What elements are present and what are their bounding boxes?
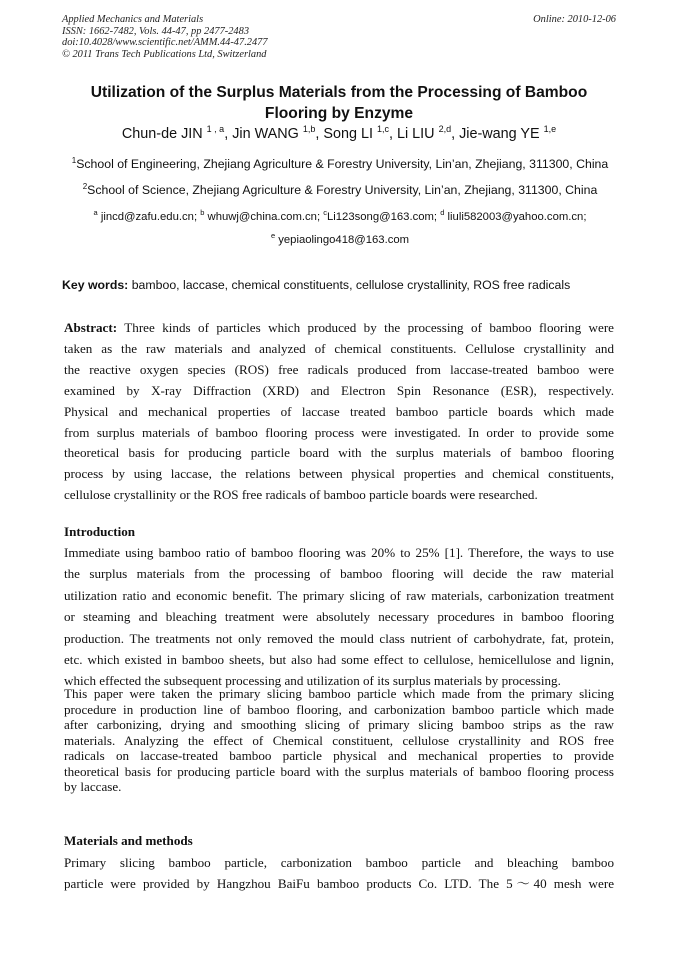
abstract-line: Abstract: Three kinds of particles which produced by the processing of bamboo flooring were — [64, 320, 614, 335]
intro-line: or steaming and bleaching treatment were absolutely necessary procedures in bamboo flooring — [64, 609, 614, 625]
intro-line: theoretical basis for producing particle board with the surplus materials of bamboo flooring process — [64, 763, 614, 779]
author-name: Jin WANG — [232, 126, 299, 142]
copyright-line: © 2011 Trans Tech Publications Ltd, Switzerland — [62, 48, 267, 60]
abstract-line: Physical and mechanical properties of laccase treated bamboo particle boards which made — [64, 403, 614, 419]
email-line-2 — [62, 233, 618, 247]
intro-line: the surplus materials from the processing of bamboo flooring will decide the raw material — [64, 566, 614, 582]
email-link[interactable]: liuli582003@yahoo.com.cn; — [447, 211, 587, 223]
abstract-line: the reactive oxygen species (ROS) free radicals produced from laccase-treated bamboo were — [64, 361, 614, 377]
intro-line: by laccase. — [64, 779, 122, 794]
introduction-paragraph-2 — [64, 686, 614, 795]
email-sup: b — [200, 208, 205, 217]
keywords — [62, 278, 618, 293]
materials-line: Primary slicing bamboo particle, carbonization bamboo particle and bleaching bamboo — [64, 855, 614, 870]
affiliation-sup: 1 — [71, 156, 77, 165]
intro-line: utilization ratio and economic benefit. The primary slicing of raw materials, carbonization treatment — [64, 587, 614, 603]
intro-line: etc. which existed in bamboo sheets, but also had some effect to cellulose, hemicellulose and lignin, — [64, 652, 614, 668]
title-line-1: Utilization of the Surplus Materials from the Processing of Bamboo — [90, 84, 588, 101]
email-link[interactable]: Li123song@163.com; — [326, 211, 438, 223]
intro-line: after carbonizing, drying and smoothing slicing of primary slicing bamboo strips as the raw — [64, 717, 614, 732]
online-date: Online: 2010-12-06 — [533, 14, 616, 25]
email-link[interactable]: whuwj@china.com.cn; — [207, 211, 321, 223]
abstract-line: process by using laccase, the relations between physical properties and chemical constituents, — [64, 466, 614, 482]
author-sup: 1,b — [302, 124, 316, 134]
journal-name: Applied Mechanics and Materials — [62, 14, 204, 25]
author-sup: 1,e — [543, 124, 557, 134]
intro-line: production. The treatments not only removed the mould class nutrient of carbohydrate, fat, protein, — [64, 630, 614, 646]
author-sup: 2,d — [438, 124, 452, 134]
affiliation-text: School of Engineering, Zhejiang Agriculture & Forestry University, Lin’an, Zhejiang, 311300, China — [76, 157, 609, 171]
affiliation-sup: 2 — [82, 182, 88, 191]
title-line-2: Flooring by Enzyme — [264, 105, 414, 122]
affiliation-text: School of Science, Zhejiang Agriculture & Forestry University, Lin’an, Zhejiang, 311300, China — [87, 183, 598, 197]
abstract-line: examined by X-ray Diffraction (XRD) and Electron Spin Resonance (ESR), respectively. — [64, 382, 614, 398]
author-sup: 1 , a — [206, 124, 225, 134]
intro-line: which effected the subsequent processing and utilization of its surplus materials by processing. — [64, 673, 561, 689]
abstract — [64, 318, 614, 506]
abstract-line: cellulose crystallinity or the ROS free radicals of bamboo particle boards were researched. — [64, 487, 538, 503]
intro-line: This paper were taken the primary slicing bamboo particle which made from the primary slicing — [64, 686, 614, 701]
email-link[interactable]: jincd@zafu.edu.cn; — [100, 211, 198, 223]
journal-header — [62, 14, 618, 60]
abstract-line: from surplus materials of bamboo flooring process were investigated. In order to provide some — [64, 424, 614, 440]
doi-line: doi:10.4028/www.scientific.net/AMM.44-47.2477 — [62, 37, 268, 49]
email-sup: c — [323, 208, 327, 217]
intro-line: Immediate using bamboo ratio of bamboo flooring was 20% to 25% [1]. Therefore, the ways to use — [64, 545, 614, 560]
section-heading-materials: Materials and methods — [64, 833, 193, 848]
abstract-line: theoretical basis for producing particle board with the surplus materials of bamboo flooring — [64, 445, 614, 461]
materials-paragraph — [64, 852, 614, 894]
abstract-line: taken as the raw materials and analyzed of chemical constituents. Cellulose crystallinity and — [64, 340, 614, 356]
author-list: Chun-de JIN $^{1 , a}$, Jin WANG $^{1,b}$, Song LI $^{1,c}$, Li LIU $^{2,d}$, Jie-wang YE $^{1,e}$ — [121, 124, 557, 142]
issn-line: ISSN: 1662-7482, Vols. 44-47, pp 2477-2483 — [62, 25, 250, 37]
email-line-1 — [62, 210, 618, 224]
section-heading-introduction: Introduction — [64, 524, 136, 539]
abstract-label: Abstract: — [64, 320, 118, 335]
affiliation-1 — [62, 157, 618, 172]
introduction-paragraph-1 — [64, 542, 614, 692]
author-name: Chun-de JIN — [121, 126, 203, 142]
author-name: Li LIU — [396, 126, 435, 142]
email-sup: d — [440, 208, 445, 217]
email-sup: a — [93, 208, 98, 217]
author-name: Song LI — [323, 126, 373, 142]
paper-title — [62, 82, 616, 124]
email-sup: e — [270, 231, 276, 240]
intro-line: procedure in production line of bamboo flooring, and carbonization bamboo particle which made — [64, 701, 614, 717]
affiliation-2 — [62, 183, 618, 198]
intro-line: materials. Analyzing the effect of Chemical constituent, cellulose crystallinity and ROS free — [64, 732, 614, 748]
materials-line: particle were provided by Hangzhou BaiFu bamboo products Co. LTD. The 5～40 mesh were — [64, 876, 614, 891]
author-name: Jie-wang YE — [459, 126, 540, 142]
keywords-label: Key words: — [62, 278, 129, 292]
keywords-text: bamboo, laccase, chemical constituents, cellulose crystallinity, ROS free radicals — [131, 278, 571, 292]
email-link[interactable]: yepiaolingo418@163.com — [278, 234, 410, 246]
author-sup: 1,c — [376, 124, 389, 134]
intro-line: radicals on laccase-treated bamboo particle physical and mechanical properties to provide — [64, 748, 614, 763]
